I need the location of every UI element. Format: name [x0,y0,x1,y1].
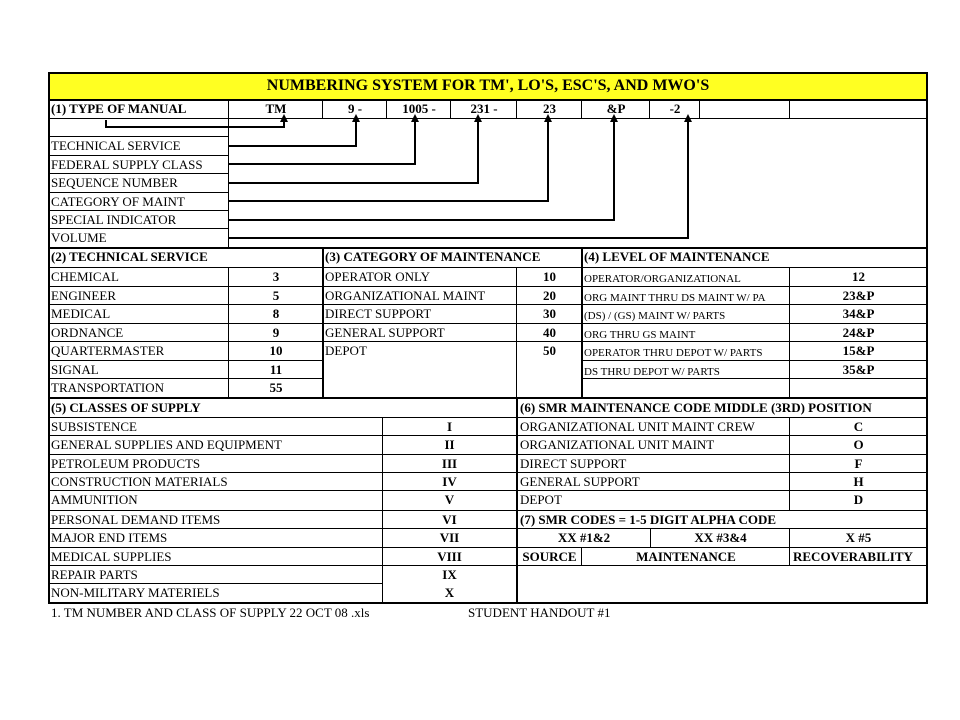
category-row-code: 10 [543,269,556,284]
supply-row-name: AMMUNITION [51,492,138,507]
supply-row-code: VII [439,530,460,545]
tech-row-code: 9 [272,325,280,340]
level-row-code: 15&P [842,343,875,358]
legend-volume: VOLUME [51,230,107,245]
smr-middle-heading: (6) SMR MAINTENANCE CODE MIDDLE (3RD) POSITION [520,400,872,415]
level-row-name: ORG MAINT THRU DS MAINT W/ PA [584,292,766,304]
supply-row-name: REPAIR PARTS [51,567,138,582]
smr-row-code: C [853,419,864,434]
smr-row-name: DEPOT [520,492,562,507]
tech-row-code: 11 [269,362,283,377]
segment-special: &P [606,101,626,116]
tech-row-name: MEDICAL [51,306,111,321]
page-title: NUMBERING SYSTEM FOR TM', LO'S, ESC'S, AND MWO'S [49,73,927,99]
segment-tm: TM [265,101,287,116]
level-row-code: 23&P [842,288,875,303]
supply-row-code: V [444,492,455,507]
level-row-name: DS THRU DEPOT W/ PARTS [584,366,720,378]
segment-sequence: 231 - [470,101,498,116]
smr-row-name: ORGANIZATIONAL UNIT MAINT CREW [520,419,755,434]
classes-of-supply-heading: (5) CLASSES OF SUPPLY [51,400,201,415]
supply-row-code: III [441,456,458,471]
supply-row-name: MAJOR END ITEMS [51,530,168,545]
category-row-name: DIRECT SUPPORT [325,306,432,321]
level-row-code: 34&P [842,306,875,321]
smr-label-recoverability: RECOVERABILITY [793,549,913,564]
category-row-name: ORGANIZATIONAL MAINT [325,288,486,303]
level-maintenance-heading: (4) LEVEL OF MAINTENANCE [584,249,770,264]
tech-row-code: 5 [272,288,280,303]
tech-row-name: ORDNANCE [51,325,124,340]
tech-row-name: ENGINEER [51,288,116,303]
category-row-code: 20 [543,288,556,303]
smr-row-code: F [854,456,863,471]
level-row-name: (DS) / (GS) MAINT W/ PARTS [584,310,726,322]
tech-row-name: SIGNAL [51,362,99,377]
smr-row-name: GENERAL SUPPORT [520,474,640,489]
smr-row-code: O [853,437,864,452]
level-row-name: OPERATOR THRU DEPOT W/ PARTS [584,347,763,359]
category-row-code: 30 [543,306,556,321]
footer-handout: STUDENT HANDOUT #1 [468,605,611,620]
smr-row-code: H [853,474,864,489]
smr-row-name: ORGANIZATIONAL UNIT MAINT [520,437,715,452]
supply-row-code: VI [442,512,457,527]
segment-volume: -2 [669,101,681,116]
supply-row-code: I [446,419,453,434]
footer-filename: 1. TM NUMBER AND CLASS OF SUPPLY 22 OCT 08 .xls [51,605,370,620]
category-row-name: DEPOT [325,343,367,358]
smr-row-code: D [853,492,864,507]
supply-row-name: MEDICAL SUPPLIES [51,549,172,564]
smr-label-maintenance: MAINTENANCE [636,549,736,564]
tech-row-name: TRANSPORTATION [51,380,165,395]
category-row-name: GENERAL SUPPORT [325,325,445,340]
supply-row-name: CONSTRUCTION MATERIALS [51,474,228,489]
level-row-name: ORG THRU GS MAINT [584,329,696,341]
supply-row-code: X [444,585,455,600]
supply-row-code: IX [442,567,457,582]
segment-tech-service: 9 - [347,101,363,116]
smr-row-name: DIRECT SUPPORT [520,456,627,471]
legend-federal-supply-class: FEDERAL SUPPLY CLASS [51,157,203,172]
legend-category-of-maint: CATEGORY OF MAINT [51,194,185,209]
category-maintenance-heading: (3) CATEGORY OF MAINTENANCE [325,249,541,264]
category-row-code: 50 [543,343,556,358]
supply-row-code: VIII [437,549,462,564]
tech-row-code: 10 [269,343,283,358]
supply-row-name: NON-MILITARY MATERIELS [51,585,220,600]
legend-sequence-number: SEQUENCE NUMBER [51,175,178,190]
supply-row-name: GENERAL SUPPLIES AND EQUIPMENT [51,437,282,452]
category-row-code: 40 [543,325,556,340]
segment-category: 23 [543,101,556,116]
level-row-name: OPERATOR/ORGANIZATIONAL [584,273,741,285]
supply-row-name: PETROLEUM PRODUCTS [51,456,201,471]
legend-technical-service: TECHNICAL SERVICE [51,138,181,153]
tech-row-code: 3 [272,269,280,284]
level-row-code: 24&P [842,325,875,340]
legend-special-indicator: SPECIAL INDICATOR [51,212,177,227]
supply-row-name: PERSONAL DEMAND ITEMS [51,512,221,527]
smr-codes-heading: (7) SMR CODES = 1-5 DIGIT ALPHA CODE [520,512,777,527]
smr-position-maintenance: XX #3&4 [694,530,747,545]
level-row-code: 35&P [842,362,875,377]
supply-row-code: II [444,437,455,452]
tech-row-code: 55 [269,380,283,395]
smr-label-source: SOURCE [522,549,577,564]
tech-row-name: CHEMICAL [51,269,119,284]
supply-row-name: SUBSISTENCE [51,419,137,434]
smr-position-recoverability: X #5 [845,530,872,545]
supply-row-code: IV [442,474,457,489]
technical-service-heading: (2) TECHNICAL SERVICE [51,249,208,264]
category-row-name: OPERATOR ONLY [325,269,430,284]
type-of-manual-label: (1) TYPE OF MANUAL [51,101,187,116]
segment-fsc: 1005 - [402,101,436,116]
tech-row-code: 8 [272,306,280,321]
smr-position-source: XX #1&2 [557,530,611,545]
level-row-code: 12 [852,269,865,284]
tech-row-name: QUARTERMASTER [51,343,165,358]
